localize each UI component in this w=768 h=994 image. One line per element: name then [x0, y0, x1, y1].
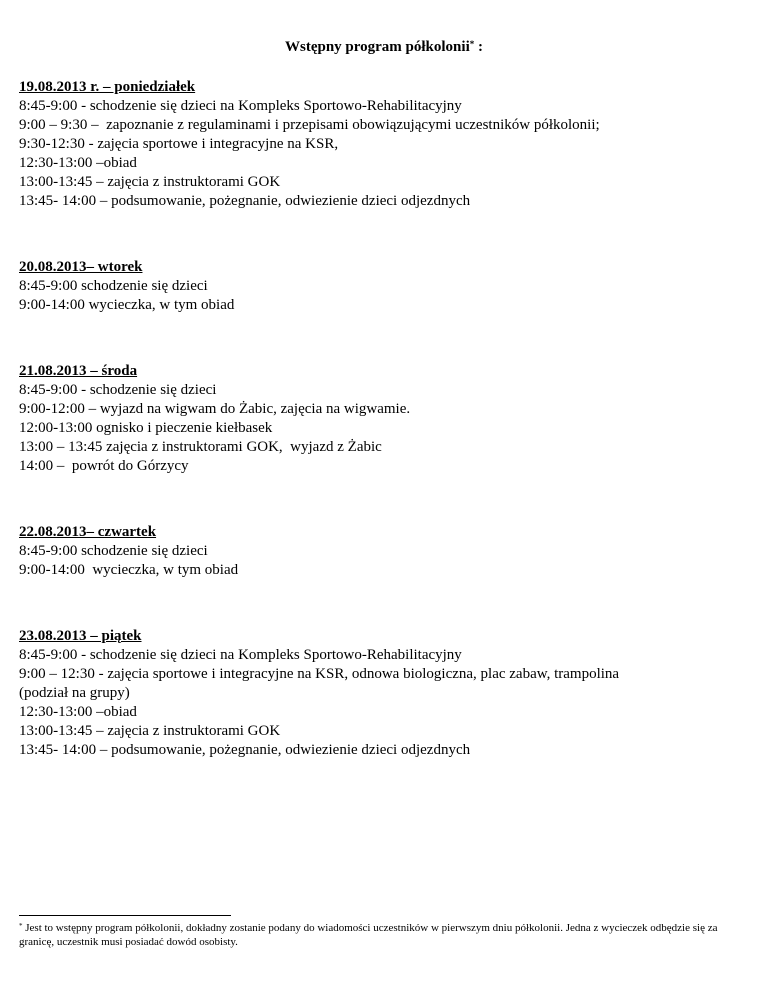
day-heading: 21.08.2013 – środa	[19, 363, 138, 379]
page-title	[0, 37, 768, 57]
day-heading: 19.08.2013 r. – poniedziałek	[19, 79, 196, 95]
schedule-line: 9:00-14:00 wycieczka, w tym obiad	[19, 297, 235, 313]
footnote-text: Jest to wstępny program półkolonii, dokładny zostanie podany do wiadomości uczestników w pierwszym dniu półkolonii. Jedna z wycieczek odbędzie się za granicę, uczestnik musi posiadać dowód osobisty.	[19, 922, 718, 948]
day-section-tuesday	[19, 258, 754, 315]
day-section-thursday	[19, 523, 754, 580]
schedule-line: 8:45-9:00 schodzenie się dzieci	[19, 543, 208, 559]
schedule-line: 14:00 – powrót do Górzycy	[19, 458, 189, 474]
schedule-line: 13:00-13:45 – zajęcia z instruktorami GOK	[19, 723, 281, 739]
day-heading: 22.08.2013– czwartek	[19, 524, 157, 540]
schedule-line: 12:30-13:00 –obiad	[19, 155, 137, 171]
schedule-line: 13:00-13:45 – zajęcia z instruktorami GOK	[19, 174, 281, 190]
schedule-line: 8:45-9:00 - schodzenie się dzieci na Kompleks Sportowo-Rehabilitacyjny	[19, 98, 462, 114]
schedule-line: 13:45- 14:00 – podsumowanie, pożegnanie, odwiezienie dzieci odjezdnych	[19, 742, 471, 758]
footnote-divider	[19, 915, 231, 916]
day-section-monday	[19, 78, 754, 211]
day-heading: 20.08.2013– wtorek	[19, 259, 143, 275]
schedule-line: 8:45-9:00 - schodzenie się dzieci na Kompleks Sportowo-Rehabilitacyjny	[19, 647, 462, 663]
schedule-line: 9:00-14:00 wycieczka, w tym obiad	[19, 562, 239, 578]
schedule-line: (podział na grupy)	[19, 685, 130, 701]
day-section-wednesday	[19, 362, 754, 476]
day-heading: 23.08.2013 – piątek	[19, 628, 142, 644]
schedule-line: 9:00 – 12:30 - zajęcia sportowe i integracyjne na KSR, odnowa biologiczna, plac zabaw, trampolina	[19, 666, 620, 682]
schedule-line: 13:00 – 13:45 zajęcia z instruktorami GOK, wyjazd z Żabic	[19, 439, 382, 455]
title-footnote-marker: *	[469, 39, 475, 49]
title-text: Wstępny program półkolonii	[284, 39, 470, 55]
title-suffix: :	[474, 39, 483, 55]
schedule	[19, 78, 754, 807]
footnote	[19, 921, 754, 949]
schedule-line: 9:30-12:30 - zajęcia sportowe i integracyjne na KSR,	[19, 136, 339, 152]
day-section-friday	[19, 627, 754, 760]
schedule-line: 13:45- 14:00 – podsumowanie, pożegnanie, odwiezienie dzieci odjezdnych	[19, 193, 471, 209]
schedule-line: 9:00 – 9:30 – zapoznanie z regulaminami i przepisami obowiązującymi uczestników półkolonii;	[19, 117, 600, 133]
schedule-line: 12:00-13:00 ognisko i pieczenie kiełbasek	[19, 420, 273, 436]
schedule-line: 8:45-9:00 schodzenie się dzieci	[19, 278, 208, 294]
schedule-line: 9:00-12:00 – wyjazd na wigwam do Żabic, zajęcia na wigwamie.	[19, 401, 411, 417]
schedule-line: 12:30-13:00 –obiad	[19, 704, 137, 720]
footnote-marker: *	[19, 922, 23, 930]
schedule-line: 8:45-9:00 - schodzenie się dzieci	[19, 382, 217, 398]
